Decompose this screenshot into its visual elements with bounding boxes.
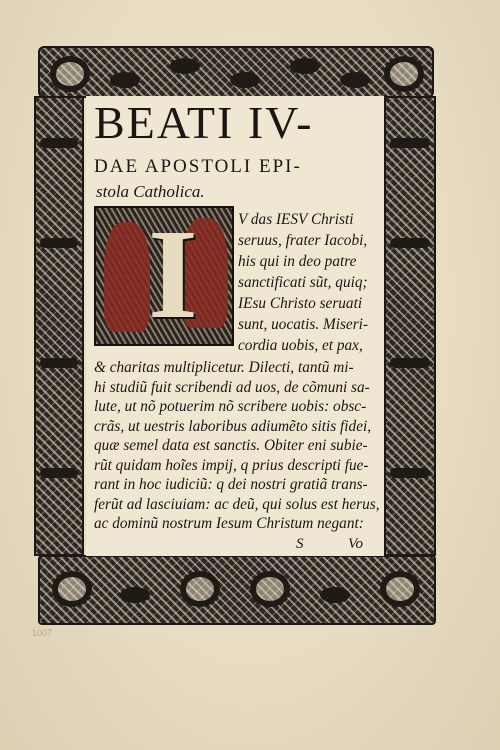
- leaf-ornament: [230, 72, 260, 88]
- leaf-ornament: [120, 587, 150, 603]
- text-line: ferũt ad lasciuiam: ac deũ, qui solus est herus,: [94, 495, 380, 513]
- text-line: crãs, ut uestris laboribus adiumẽto sitis fidei,: [94, 417, 372, 435]
- text-line: quæ semel data est sanctis. Obiter eni subie-: [94, 437, 368, 454]
- text-line: ac dominũ nostrum Iesum Christum negant:: [94, 515, 364, 532]
- initial-letter: I: [148, 206, 198, 345]
- text-line: hi studiũ fuit scribendi ad uos, de cõmuni sa-: [94, 378, 370, 396]
- catchword: Vo: [348, 536, 363, 552]
- woodcut-border-top: [38, 46, 434, 98]
- text-line: cordia uobis, et pax,: [238, 337, 363, 354]
- text-line: his qui in deo patre: [238, 253, 357, 270]
- woodcut-border-right-column: [384, 96, 436, 556]
- leaf-ornament: [290, 58, 320, 74]
- text-line: rũt quidam hoĩes impij, q prius descripti fue-: [94, 456, 369, 474]
- text-line: sunt, uocatis. Miseri-: [238, 316, 369, 333]
- text-line: & charitas multiplicetur. Dilecti, tantũ mi-: [94, 359, 354, 376]
- title-line-1: BEATI IV-: [94, 97, 314, 148]
- illuminated-initial: [94, 206, 234, 346]
- leaf-ornament: [320, 587, 350, 603]
- text-line: rant in hoc iudiciũ: q dei nostri gratiã trans-: [94, 476, 368, 493]
- text-line: sanctificati sũt, quiq;: [238, 274, 368, 291]
- scroll-ornament: [50, 56, 90, 92]
- text-line: V das IESV Christi: [238, 211, 354, 228]
- scroll-ornament: [180, 571, 220, 607]
- scroll-ornament: [52, 571, 92, 607]
- signature-mark: S: [296, 536, 304, 552]
- figure-illustration-left: [104, 222, 150, 332]
- scroll-ornament: [380, 571, 420, 607]
- text-line: lute, ut nõ potuerim nõ scribere uobis: obsc-: [94, 398, 367, 415]
- scroll-ornament: [250, 571, 290, 607]
- title-line-2: DAE APOSTOLI EPI-: [94, 156, 302, 177]
- title-line-3: stola Catholica.: [96, 182, 205, 201]
- woodcut-border-bottom: [38, 555, 436, 625]
- leaf-ornament: [110, 72, 140, 88]
- woodcut-border-left-column: [34, 96, 84, 556]
- text-block: [86, 96, 384, 556]
- leaf-ornament: [340, 72, 370, 88]
- scroll-ornament: [384, 56, 424, 92]
- leaf-ornament: [170, 58, 200, 74]
- shelfmark: 1007: [32, 628, 53, 638]
- text-line: IEsu Christo seruati: [238, 295, 363, 312]
- text-line: seruus, frater Iacobi,: [238, 232, 368, 249]
